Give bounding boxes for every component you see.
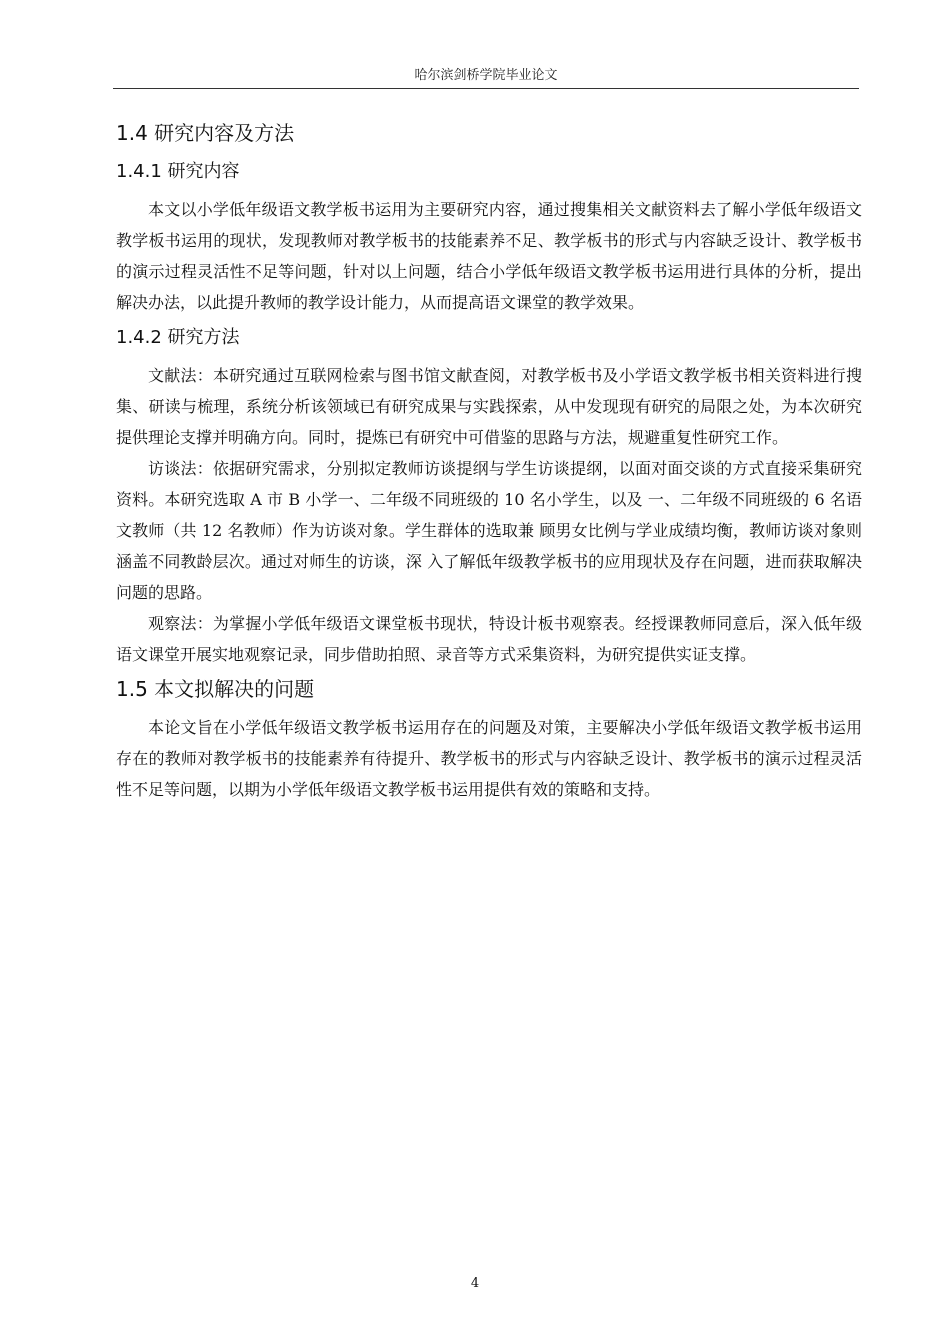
header-divider — [113, 88, 859, 89]
page-number: 4 — [470, 1276, 480, 1291]
running-header: 哈尔滨剑桥学院毕业论文 — [414, 68, 558, 83]
page-content — [116, 118, 862, 805]
literature-method-paragraph: 文献法：本研究通过互联网检索与图书馆文献查阅，对教学板书及小学语文教学板书相关资料进行搜集、研读与梳理，系统分析该领域已有研究成果与实践探索，从中发现现有研究的局限之处，为本次研究提供理论支撑并明确方向。同时，提炼已有研究中可借鉴的思路与方法，规避重复性研究工作。 — [116, 366, 862, 447]
problems-paragraph: 本论文旨在小学低年级语文教学板书运用存在的问题及对策，主要解决小学低年级语文教学板书运用存在的教师对教学板书的技能素养有待提升、教学板书的形式与内容缺乏设计、教学板书的演示过程灵活性不足等问题，以期为小学低年级语文教学板书运用提供有效的策略和支持。 — [116, 718, 862, 799]
section-heading-1-5: 1.5 本文拟解决的问题 — [116, 677, 315, 701]
subsection-heading-1-4-2: 1.4.2 研究方法 — [116, 327, 240, 348]
observation-method-paragraph: 观察法：为掌握小学低年级语文课堂板书现状，特设计板书观察表。经授课教师同意后，深入低年级语文课堂开展实地观察记录，同步借助拍照、录音等方式采集资料，为研究提供实证支撑。 — [116, 614, 862, 664]
interview-method-paragraph: 访谈法：依据研究需求，分别拟定教师访谈提纲与学生访谈提纲，以面对面交谈的方式直接采集研究资料。本研究选取 A 市 B 小学一、二年级不同班级的 10 名小学生，以及 一、二年级不同班级的 6 名语文教师（共 12 名教师）作为访谈对象。学生群体的选取兼 顾男女比例与学业成绩均衡，教师访谈对象则涵盖不同教龄层次。通过对师生的访谈，深 入了解低年级教学板书的应用现状及存在问题，进而获取解决问题的思路。 — [116, 459, 862, 602]
subsection-heading-1-4-1: 1.4.1 研究内容 — [116, 161, 240, 182]
section-heading-1-4: 1.4 研究内容及方法 — [116, 121, 295, 145]
research-content-paragraph: 本文以小学低年级语文教学板书运用为主要研究内容，通过搜集相关文献资料去了解小学低年级语文教学板书运用的现状，发现教师对教学板书的技能素养不足、教学板书的形式与内容缺乏设计、教学板书的演示过程灵活性不足等问题，针对以上问题，结合小学低年级语文教学板书运用进行具体的分析，提出解决办法，以此提升教师的教学设计能力，从而提高语文课堂的教学效果。 — [116, 200, 862, 312]
